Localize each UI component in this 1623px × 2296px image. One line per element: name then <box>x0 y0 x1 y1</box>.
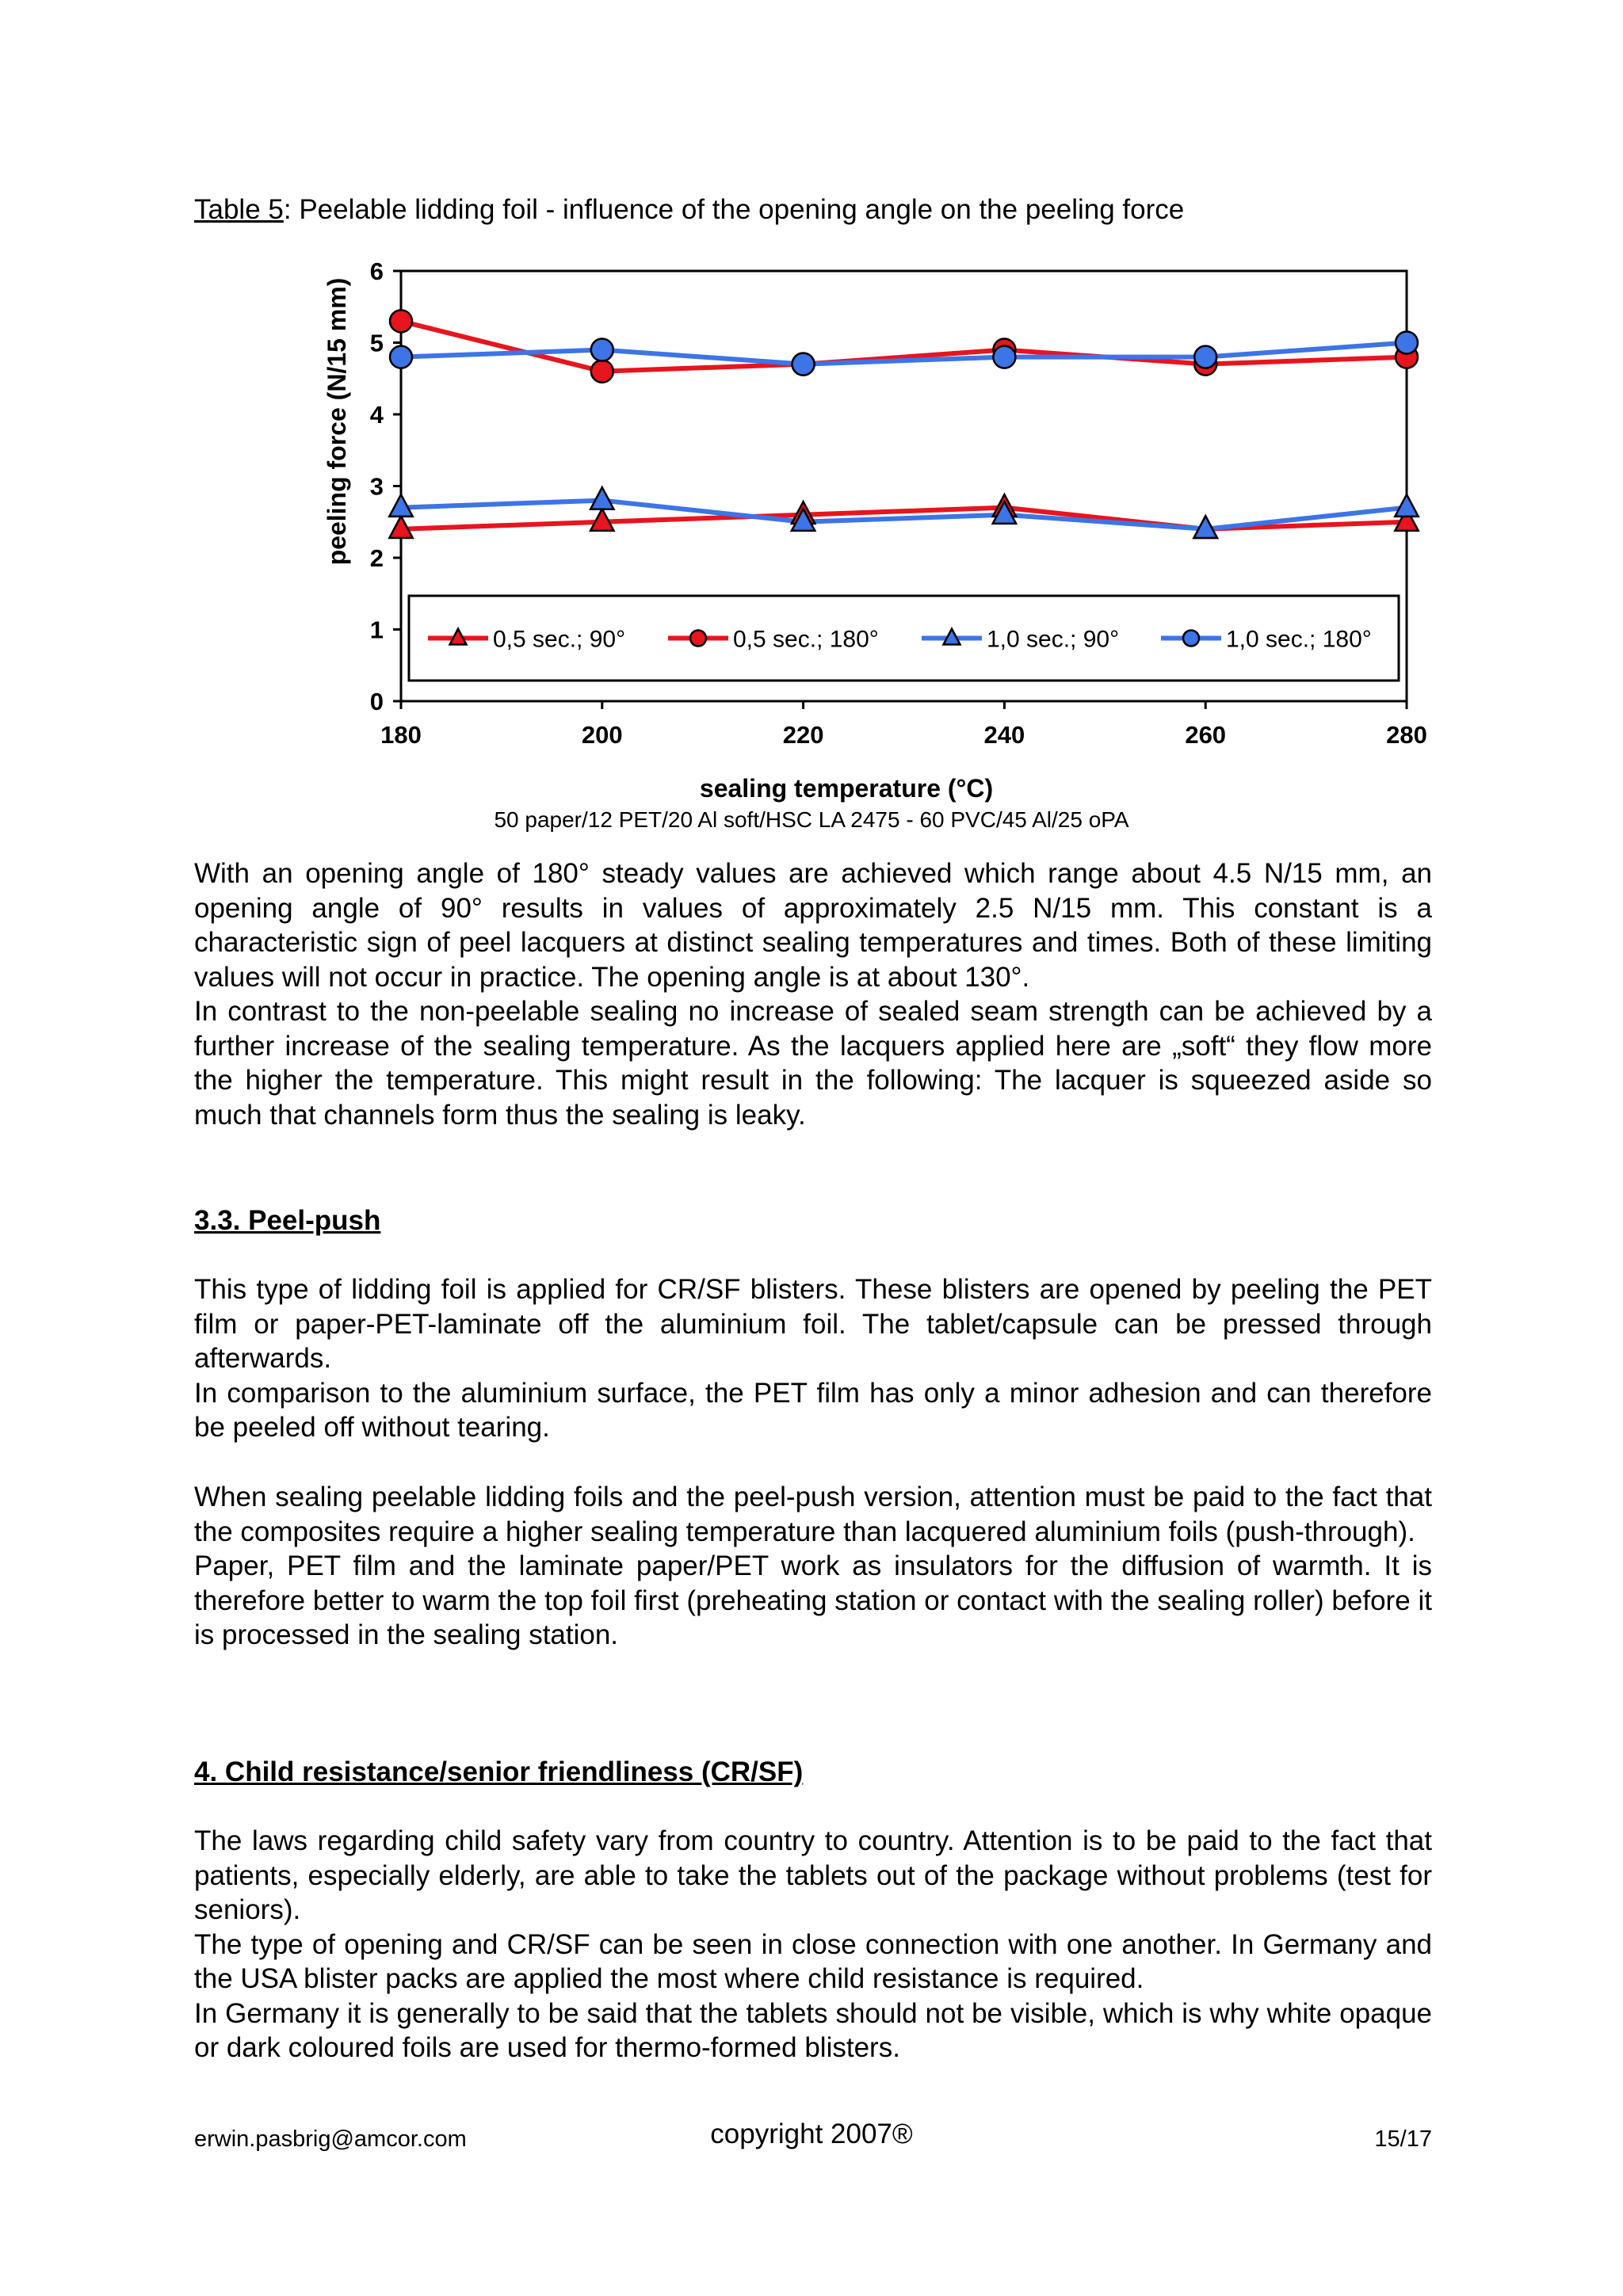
legend-label: 0,5 sec.; 90° <box>493 626 626 653</box>
x-tick-label: 180 <box>380 721 422 749</box>
data-point <box>390 310 412 332</box>
x-axis-label: sealing temperature (°C) <box>699 774 994 803</box>
paragraph-opening-angle <box>194 856 1432 1132</box>
y-tick-label: 1 <box>369 616 384 644</box>
y-tick-label: 0 <box>369 688 384 715</box>
footer-copyright: copyright 2007® <box>710 2119 913 2149</box>
paragraph-text: In contrast to the non-peelable sealing no increase of sealed seam strength can be achieved by a further increase of the sealing temperature. As the lacquers applied here are „soft“ they flow more the higher the temperature. This might result in the following: The lacquer is squeezed aside so much that channels form thus the sealing is leaky. <box>194 996 1432 1131</box>
footer-email: erwin.pasbrig@amcor.com <box>194 2126 467 2152</box>
chart-subcaption: 50 paper/12 PET/20 Al soft/HSC LA 2475 - 60 PVC/45 Al/25 oPA <box>494 807 1129 832</box>
table-caption <box>194 193 1184 227</box>
x-tick-label: 200 <box>581 721 623 749</box>
caption-text: : Peelable lidding foil - influence of the opening angle on the peeling force <box>283 194 1185 225</box>
paragraph-peel-push <box>194 1272 1432 1445</box>
paragraph-text: Paper, PET film and the laminate paper/PET work as insulators for the diffusion of warmth. It is therefore better to warm the top foil first (preheating station or contact with the sealing roller) before it is processed in the sealing station. <box>194 1550 1432 1650</box>
paragraph-child-resistance <box>194 1824 1432 2065</box>
plot-area <box>370 257 1427 749</box>
y-tick-label: 4 <box>369 401 384 429</box>
section-heading-peel-push: 3.3. Peel-push <box>194 1205 381 1236</box>
x-tick-label: 240 <box>983 721 1025 749</box>
legend-label: 1,0 sec.; 180° <box>1226 626 1372 653</box>
data-point <box>1194 346 1216 368</box>
y-tick-label: 2 <box>369 544 384 572</box>
paragraph-text: In Germany it is generally to be said that the tablets should not be visible, which is why white opaque or dark coloured foils are used for thermo-formed blisters. <box>194 1997 1432 2063</box>
x-tick-label: 260 <box>1185 721 1227 749</box>
data-point <box>993 346 1015 368</box>
data-point <box>591 339 613 361</box>
data-point <box>792 353 815 376</box>
paragraph-text: This type of lidding foil is applied for CR/SF blisters. These blisters are opened by peeling the PET film or paper-PET-laminate off the aluminium foil. The tablet/capsule can be pressed through afterwards. <box>194 1274 1432 1374</box>
x-tick-label: 220 <box>782 721 824 749</box>
legend-label: 1,0 sec.; 90° <box>987 626 1120 653</box>
y-tick-label: 6 <box>369 257 384 285</box>
legend-label: 0,5 sec.; 180° <box>733 626 879 653</box>
data-point <box>591 360 613 383</box>
paragraph-text: The type of opening and CR/SF can be seen in close connection with one another. In Germany and the USA blister packs are applied the most where child resistance is required. <box>194 1928 1432 1994</box>
footer-page-number: 15/17 <box>1374 2126 1432 2152</box>
paragraph-text: With an opening angle of 180° steady values are achieved which range about 4.5 N/15 mm, an opening angle of 90° results in values of approximately 2.5 N/15 mm. This constant is a characteristic sign of peel lacquers at distinct sealing temperatures and times. Both of these limiting values will not occur in practice. The opening angle is at about 130°. <box>194 858 1432 993</box>
legend-marker <box>690 631 706 646</box>
paragraph-text: In comparison to the aluminium surface, the PET film has only a minor adhesion and can therefore be peeled off without tearing. <box>194 1377 1432 1443</box>
x-tick-label: 280 <box>1386 721 1427 749</box>
paragraph-text: The laws regarding child safety vary from country to country. Attention is to be paid to the fact that patients, especially elderly, are able to take the tablets out of the package without problems (test for seniors). <box>194 1825 1432 1925</box>
paragraph-text: When sealing peelable lidding foils and the peel-push version, attention must be paid to the fact that the composites require a higher sealing temperature than lacquered aluminium foils (push-through). <box>194 1482 1432 1547</box>
y-tick-label: 3 <box>369 472 384 501</box>
table-reference: Table 5 <box>194 194 284 225</box>
data-point <box>1396 332 1418 354</box>
section-heading-cr-sf: 4. Child resistance/senior friendliness (CR/SF) <box>194 1756 804 1787</box>
y-tick-label: 5 <box>369 329 384 357</box>
data-point <box>390 346 412 368</box>
peeling-force-chart <box>317 246 1458 804</box>
legend-marker <box>1183 631 1199 646</box>
paragraph-sealing <box>194 1480 1432 1653</box>
y-axis-label: peeling force (N/15 mm) <box>323 277 351 566</box>
